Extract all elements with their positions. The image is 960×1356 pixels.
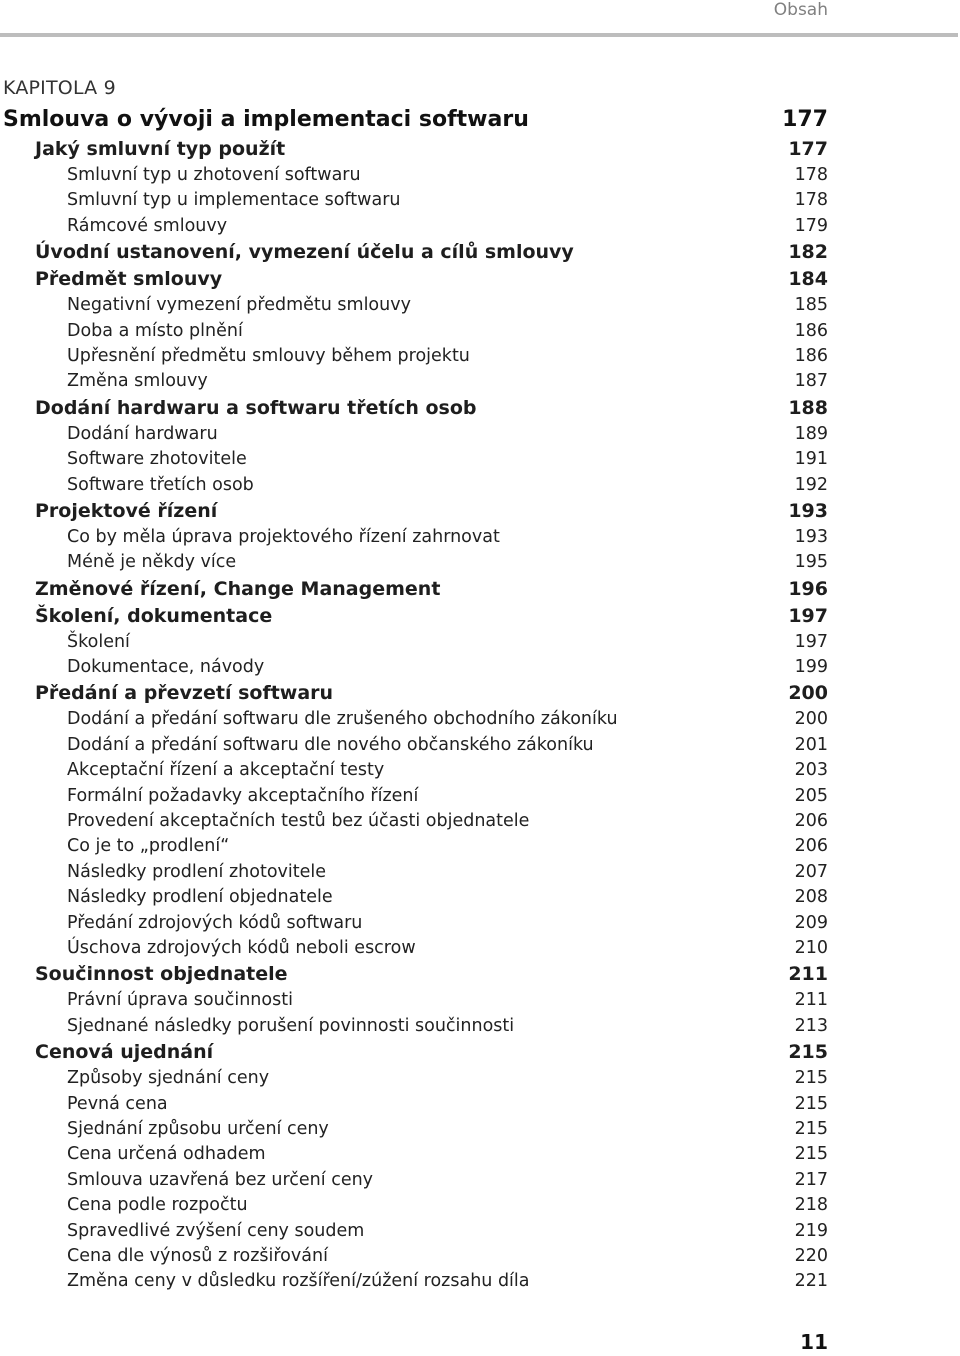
toc-entry-page: 196 <box>788 577 828 600</box>
toc-entry-title: Méně je někdy více <box>67 552 237 573</box>
toc-entry-page: 213 <box>794 1015 828 1036</box>
toc-entry-title: Dokumentace, návody <box>67 657 265 678</box>
toc-entry-page: 179 <box>794 215 828 236</box>
toc-entry-page: 208 <box>794 887 828 908</box>
toc-entry[interactable] <box>3 1092 828 1117</box>
toc-entry-title: Cena podle rozpočtu <box>67 1195 248 1216</box>
toc-entry-title: Doba a místo plnění <box>67 320 243 341</box>
section-header: Obsah <box>773 0 828 20</box>
toc-entry-page: 191 <box>794 449 828 470</box>
toc-entry-page: 178 <box>794 165 828 185</box>
toc-entry-page: 215 <box>794 1068 828 1089</box>
toc-entry-page: 210 <box>794 937 828 958</box>
toc-entry-title: Školení <box>67 631 130 652</box>
toc-entry-page: 184 <box>788 268 828 291</box>
toc-entry-page: 200 <box>788 682 828 705</box>
toc-entry-page: 220 <box>794 1245 828 1266</box>
toc-entry-title: Následky prodlení objednatele <box>67 887 333 908</box>
toc-entry-page: 209 <box>794 912 828 933</box>
toc-entry-title: Co by měla úprava projektového řízení zahrnovat <box>67 526 500 547</box>
toc-entry[interactable] <box>3 293 828 318</box>
toc-entry[interactable] <box>3 525 828 550</box>
toc-entry-page: 197 <box>794 631 828 652</box>
toc-entry-title: Smluvní typ u implementace softwaru <box>67 190 401 211</box>
toc-entry-title: Projektové řízení <box>35 499 218 522</box>
toc-entry[interactable] <box>3 707 828 732</box>
toc-entry-page: 177 <box>782 107 828 132</box>
toc-entry-title: Formální požadavky akceptačního řízení <box>67 785 419 806</box>
toc-entry-title: Změnové řízení, Change Management <box>35 577 441 600</box>
toc-entry-title: Smlouva uzavřená bez určení ceny <box>67 1169 374 1190</box>
toc-entry[interactable] <box>3 214 828 239</box>
toc-entry-page: 178 <box>794 190 828 211</box>
toc-entry-title: Změna ceny v důsledku rozšíření/zúžení rozsahu díla <box>67 1271 530 1292</box>
toc-entry[interactable] <box>3 1039 828 1066</box>
toc-entry[interactable] <box>3 369 828 394</box>
toc-entry-title: Předání a převzetí softwaru <box>35 682 334 705</box>
toc-entry[interactable] <box>3 498 828 525</box>
toc-entry-title: Smluvní typ u zhotovení softwaru <box>67 165 361 185</box>
toc-entry-title: Školení, dokumentace <box>35 604 273 627</box>
toc-entry-page: 215 <box>788 1041 828 1064</box>
toc-entry-page: 195 <box>794 552 828 573</box>
toc-entry[interactable] <box>3 473 828 498</box>
toc-entry[interactable] <box>3 136 828 163</box>
header-rule <box>0 33 958 37</box>
toc-entry-page: 189 <box>794 423 828 444</box>
toc-entry[interactable] <box>3 1142 828 1167</box>
table-of-contents <box>3 104 828 1295</box>
toc-entry[interactable] <box>3 266 828 293</box>
toc-entry[interactable] <box>3 758 828 783</box>
toc-entry[interactable] <box>3 319 828 344</box>
toc-entry-title: Součinnost objednatele <box>35 963 288 986</box>
toc-entry-page: 215 <box>794 1118 828 1139</box>
toc-entry-title: Upřesnění předmětu smlouvy během projektu <box>67 345 470 366</box>
toc-entry[interactable] <box>3 239 828 266</box>
toc-entry-page: 197 <box>788 604 828 627</box>
toc-entry[interactable] <box>3 1066 828 1091</box>
toc-entry-page: 215 <box>794 1144 828 1165</box>
toc-entry-title: Negativní vymezení předmětu smlouvy <box>67 295 411 316</box>
toc-entry[interactable] <box>3 603 828 630</box>
toc-entry-title: Software třetích osob <box>67 474 254 495</box>
toc-entry-title: Dodání a předání softwaru dle nového občanského zákoníku <box>67 734 594 755</box>
toc-entry-page: 193 <box>788 499 828 522</box>
toc-entry-title: Dodání a předání softwaru dle zrušeného obchodního zákoníku <box>67 709 618 730</box>
toc-entry-title: Předmět smlouvy <box>35 268 223 291</box>
toc-entry[interactable] <box>3 784 828 809</box>
toc-entry-page: 200 <box>794 709 828 730</box>
toc-entry-title: Provedení akceptačních testů bez účasti objednatele <box>67 811 530 832</box>
toc-entry-title: Dodání hardwaru <box>67 423 218 444</box>
toc-entry-page: 206 <box>794 836 828 857</box>
toc-entry-title: Následky prodlení zhotovitele <box>67 861 327 882</box>
toc-entry[interactable] <box>3 1244 828 1269</box>
toc-entry-page: 211 <box>788 963 828 986</box>
toc-entry-page: 192 <box>794 474 828 495</box>
toc-entry-page: 185 <box>794 295 828 316</box>
toc-entry[interactable] <box>3 1269 828 1294</box>
toc-entry-title: Úvodní ustanovení, vymezení účelu a cílů smlouvy <box>35 241 574 264</box>
toc-entry[interactable] <box>3 680 828 707</box>
toc-entry[interactable] <box>3 885 828 910</box>
toc-entry[interactable] <box>3 1014 828 1039</box>
toc-entry[interactable] <box>3 1168 828 1193</box>
toc-entry-title: Akceptační řízení a akceptační testy <box>67 760 385 781</box>
toc-entry-title: Smlouva o vývoji a implementaci softwaru <box>3 107 529 132</box>
toc-entry-title: Změna smlouvy <box>67 371 208 392</box>
toc-entry[interactable] <box>3 936 828 961</box>
toc-entry[interactable] <box>3 911 828 936</box>
toc-entry-page: 199 <box>794 657 828 678</box>
toc-entry-title: Jaký smluvní typ použít <box>35 138 286 160</box>
toc-entry-page: 211 <box>794 990 828 1011</box>
toc-entry[interactable] <box>3 1219 828 1244</box>
toc-entry-page: 217 <box>794 1169 828 1190</box>
toc-entry-page: 177 <box>788 138 828 160</box>
toc-entry[interactable] <box>3 988 828 1013</box>
toc-entry[interactable] <box>3 576 828 603</box>
toc-entry-page: 219 <box>794 1220 828 1241</box>
toc-entry-page: 218 <box>794 1195 828 1216</box>
toc-entry[interactable] <box>3 733 828 758</box>
page-number: 11 <box>800 1330 828 1354</box>
toc-entry-page: 188 <box>788 396 828 419</box>
toc-entry-title: Cena určená odhadem <box>67 1144 266 1165</box>
toc-entry-title: Úschova zdrojových kódů neboli escrow <box>67 937 416 958</box>
toc-entry-page: 207 <box>794 861 828 882</box>
toc-entry[interactable] <box>3 163 828 188</box>
toc-entry-page: 201 <box>794 734 828 755</box>
toc-entry-page: 203 <box>794 760 828 781</box>
toc-entry[interactable] <box>3 630 828 655</box>
toc-entry-title: Spravedlivé zvýšení ceny soudem <box>67 1220 365 1241</box>
chapter-label: KAPITOLA 9 <box>3 77 116 99</box>
toc-entry[interactable] <box>3 809 828 834</box>
toc-entry[interactable] <box>3 834 828 859</box>
toc-entry-title: Pevná cena <box>67 1093 168 1114</box>
toc-entry-page: 187 <box>794 371 828 392</box>
toc-entry[interactable] <box>3 447 828 472</box>
toc-entry-title: Cenová ujednání <box>35 1041 214 1064</box>
toc-entry[interactable] <box>3 860 828 885</box>
toc-entry-title: Dodání hardwaru a softwaru třetích osob <box>35 396 477 419</box>
toc-entry-title: Software zhotovitele <box>67 449 247 470</box>
toc-entry-title: Právní úprava součinnosti <box>67 990 293 1011</box>
toc-entry-page: 186 <box>794 345 828 366</box>
toc-entry-title: Sjednání způsobu určení ceny <box>67 1118 329 1139</box>
toc-entry[interactable] <box>3 188 828 213</box>
toc-entry-page: 193 <box>794 526 828 547</box>
toc-entry-page: 182 <box>788 241 828 264</box>
toc-entry-page: 215 <box>794 1093 828 1114</box>
toc-entry-title: Způsoby sjednání ceny <box>67 1068 270 1089</box>
toc-entry[interactable] <box>3 422 828 447</box>
toc-entry-title: Co je to „prodlení“ <box>67 836 230 857</box>
toc-entry[interactable] <box>3 395 828 422</box>
toc-entry[interactable] <box>3 550 828 575</box>
toc-entry-page: 206 <box>794 811 828 832</box>
toc-entry[interactable] <box>3 655 828 680</box>
toc-entry-title: Sjednané následky porušení povinnosti součinnosti <box>67 1015 515 1036</box>
toc-entry-title: Rámcové smlouvy <box>67 215 228 236</box>
toc-entry-page: 205 <box>794 785 828 806</box>
toc-entry-page: 221 <box>794 1271 828 1292</box>
toc-entry[interactable] <box>3 344 828 369</box>
toc-entry[interactable] <box>3 1117 828 1142</box>
toc-entry-page: 186 <box>794 320 828 341</box>
toc-entry-title: Předání zdrojových kódů softwaru <box>67 912 363 933</box>
toc-entry-title: Cena dle výnosů z rozšiřování <box>67 1245 328 1266</box>
toc-entry[interactable] <box>3 104 828 136</box>
toc-entry[interactable] <box>3 961 828 988</box>
toc-entry[interactable] <box>3 1193 828 1218</box>
